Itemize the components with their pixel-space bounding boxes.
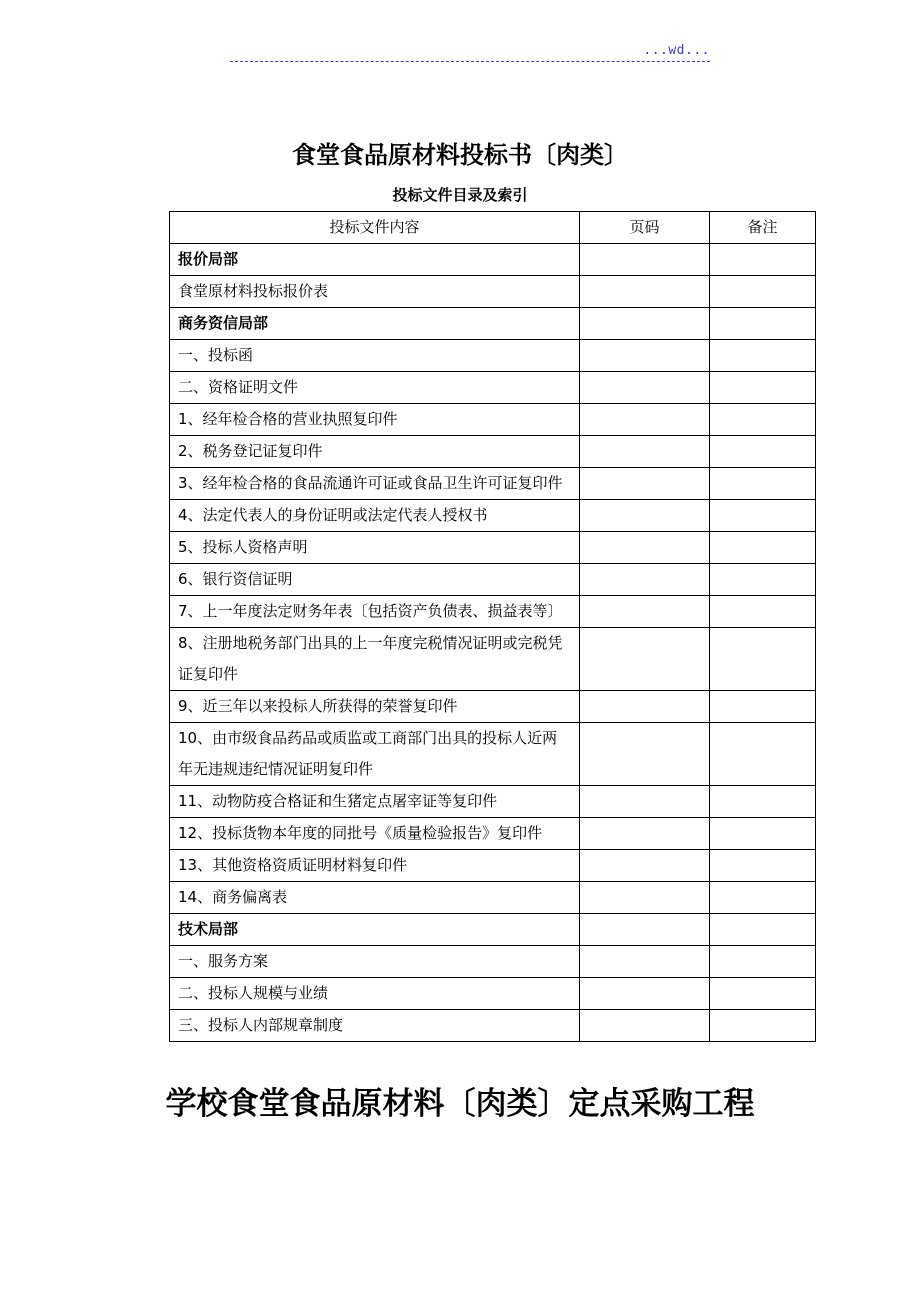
row-remark-cell [710, 786, 816, 818]
row-page-cell [580, 691, 710, 723]
toc-row [170, 723, 816, 786]
toc-row [170, 276, 816, 308]
toc-body [170, 244, 816, 1042]
toc-row [170, 850, 816, 882]
row-content: 12、投标货物本年度的同批号《质量检验报告》复印件 [170, 818, 580, 850]
row-page-cell [580, 786, 710, 818]
row-content: 二、资格证明文件 [170, 372, 580, 404]
row-remark-cell [710, 340, 816, 372]
toc-row [170, 818, 816, 850]
row-page-cell [580, 372, 710, 404]
toc-row [170, 340, 816, 372]
row-content: 2、税务登记证复印件 [170, 436, 580, 468]
toc-row [170, 978, 816, 1010]
row-remark-cell [710, 978, 816, 1010]
row-content: 4、法定代表人的身份证明或法定代表人授权书 [170, 500, 580, 532]
row-page-cell [580, 532, 710, 564]
toc-row [170, 628, 816, 691]
row-content: 食堂原材料投标报价表 [170, 276, 580, 308]
row-remark-cell [710, 914, 816, 946]
row-page-cell [580, 276, 710, 308]
row-remark-cell [710, 946, 816, 978]
row-content: 二、投标人规模与业绩 [170, 978, 580, 1010]
toc-section-row [170, 308, 816, 340]
row-remark-cell [710, 596, 816, 628]
row-remark-cell [710, 308, 816, 340]
header-dashed-rule [230, 44, 710, 62]
row-page-cell [580, 946, 710, 978]
header-content: 投标文件内容 [170, 212, 580, 244]
row-remark-cell [710, 532, 816, 564]
row-remark-cell [710, 1010, 816, 1042]
toc-section-row [170, 914, 816, 946]
toc-row [170, 786, 816, 818]
row-remark-cell [710, 276, 816, 308]
toc-table [169, 211, 816, 1042]
toc-row [170, 436, 816, 468]
toc-row [170, 404, 816, 436]
row-remark-cell [710, 691, 816, 723]
row-remark-cell [710, 436, 816, 468]
row-content: 7、上一年度法定财务年表〔包括资产负债表、损益表等〕 [170, 596, 580, 628]
row-remark-cell [710, 818, 816, 850]
row-page-cell [580, 596, 710, 628]
document-title: 食堂食品原材料投标书〔肉类〕 [292, 141, 628, 169]
row-content: 1、经年检合格的营业执照复印件 [170, 404, 580, 436]
row-remark-cell [710, 404, 816, 436]
row-page-cell [580, 850, 710, 882]
toc-section-row [170, 244, 816, 276]
row-page-cell [580, 436, 710, 468]
row-page-cell [580, 564, 710, 596]
header-remark: 备注 [710, 212, 816, 244]
toc-row [170, 596, 816, 628]
toc-row [170, 372, 816, 404]
row-remark-cell [710, 244, 816, 276]
row-page-cell [580, 914, 710, 946]
toc-row [170, 882, 816, 914]
row-page-cell [580, 404, 710, 436]
toc-row [170, 946, 816, 978]
project-title: 学校食堂食品原材料〔肉类〕定点采购工程 [165, 1086, 755, 1122]
row-remark-cell [710, 628, 816, 691]
row-page-cell [580, 468, 710, 500]
row-content: 14、商务偏离表 [170, 882, 580, 914]
row-content: 11、动物防疫合格证和生猪定点屠宰证等复印件 [170, 786, 580, 818]
row-content: 8、注册地税务部门出具的上一年度完税情况证明或完税凭证复印件 [170, 628, 580, 691]
row-page-cell [580, 308, 710, 340]
row-content: 一、投标函 [170, 340, 580, 372]
row-content: 三、投标人内部规章制度 [170, 1010, 580, 1042]
toc-row [170, 1010, 816, 1042]
row-content: 6、银行资信证明 [170, 564, 580, 596]
row-content: 一、服务方案 [170, 946, 580, 978]
toc-header-row [170, 212, 816, 244]
row-remark-cell [710, 500, 816, 532]
section-heading: 技术局部 [170, 914, 580, 946]
toc-row [170, 691, 816, 723]
row-page-cell [580, 340, 710, 372]
row-content: 3、经年检合格的食品流通许可证或食品卫生许可证复印件 [170, 468, 580, 500]
row-remark-cell [710, 850, 816, 882]
row-page-cell [580, 818, 710, 850]
row-remark-cell [710, 564, 816, 596]
row-page-cell [580, 978, 710, 1010]
toc-row [170, 564, 816, 596]
toc-row [170, 500, 816, 532]
row-content: 5、投标人资格声明 [170, 532, 580, 564]
row-page-cell [580, 723, 710, 786]
row-remark-cell [710, 723, 816, 786]
toc-row [170, 468, 816, 500]
row-page-cell [580, 882, 710, 914]
header-page: 页码 [580, 212, 710, 244]
section-heading: 商务资信局部 [170, 308, 580, 340]
toc-row [170, 532, 816, 564]
toc-subtitle: 投标文件目录及索引 [392, 186, 528, 204]
row-remark-cell [710, 468, 816, 500]
row-content: 13、其他资格资质证明材料复印件 [170, 850, 580, 882]
row-remark-cell [710, 372, 816, 404]
row-content: 9、近三年以来投标人所获得的荣誉复印件 [170, 691, 580, 723]
row-page-cell [580, 1010, 710, 1042]
row-page-cell [580, 244, 710, 276]
section-heading: 报价局部 [170, 244, 580, 276]
header-mark-text: ...wd... [643, 43, 710, 58]
row-page-cell [580, 628, 710, 691]
row-remark-cell [710, 882, 816, 914]
row-content: 10、由市级食品药品或质监或工商部门出具的投标人近两年无违规违纪情况证明复印件 [170, 723, 580, 786]
row-page-cell [580, 500, 710, 532]
